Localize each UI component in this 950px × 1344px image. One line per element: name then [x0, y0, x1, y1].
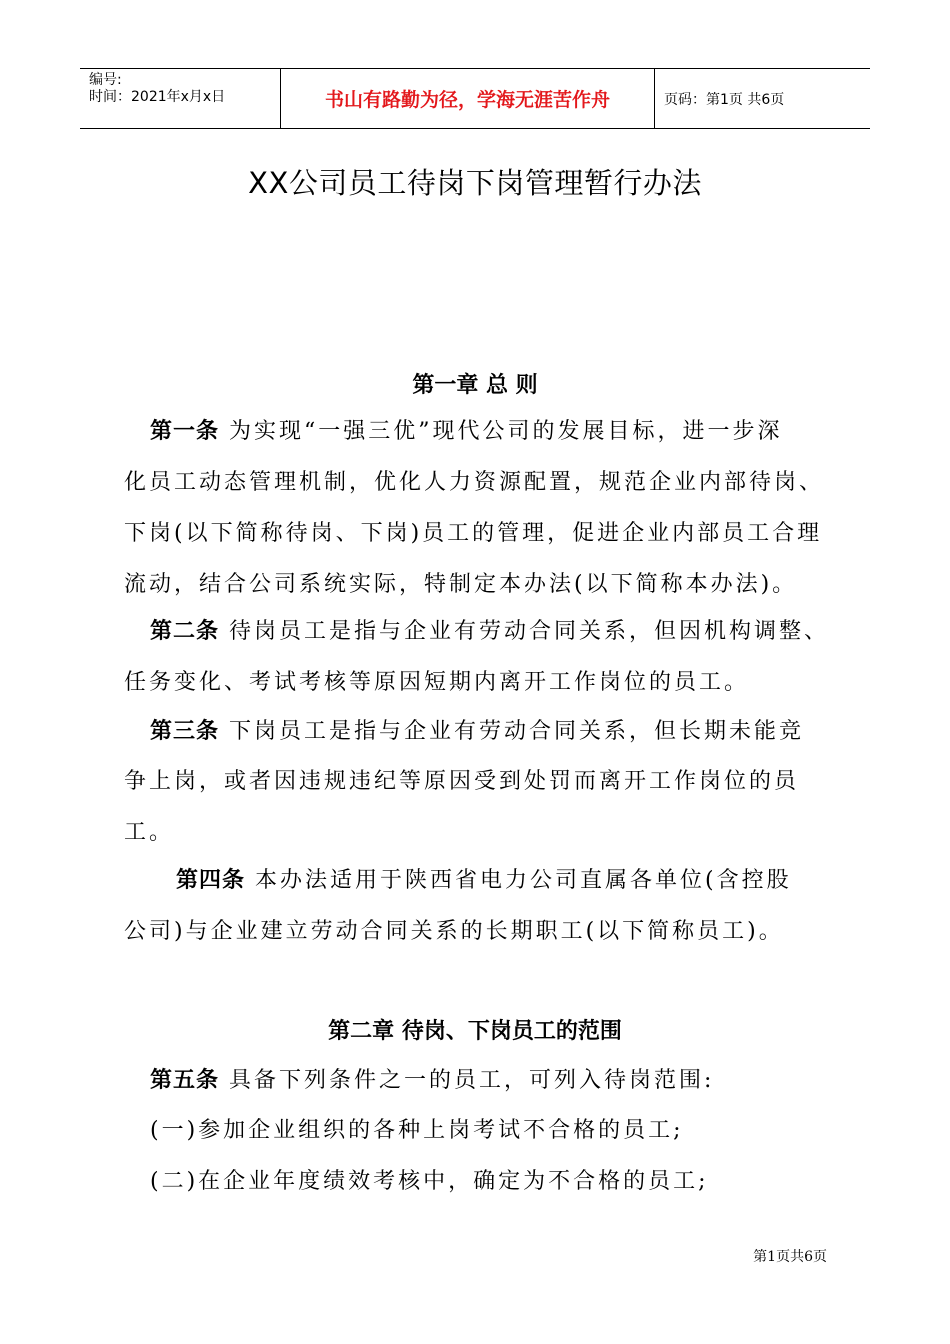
article-5-item-1: (一)参加企业组织的各种上岗考试不合格的员工;: [150, 1118, 684, 1143]
article-2-line-1: 第二条 待岗员工是指与企业有劳动合同关系，但因机构调整、: [150, 619, 830, 644]
article-1-label: 第一条: [150, 419, 220, 444]
article-4-continued: [124, 906, 844, 957]
article-5-label: 第五条: [150, 1068, 220, 1093]
article-4-line-1: 第四条 本办法适用于陕西省电力公司直属各单位(含控股: [176, 868, 792, 893]
article-1-line-2: 化员工动态管理机制，优化人力资源配置，规范企业内部待岗、: [124, 470, 825, 495]
article-1-continued: [124, 457, 844, 610]
article-1-line-1: 第一条 为实现“一强三优”现代公司的发展目标，进一步深: [150, 419, 783, 444]
header-table: [80, 68, 870, 129]
article-4-label: 第四条: [176, 868, 246, 893]
article-3-line-2: 争上岗，或者因违规违纪等原因受到处罚而离开工作岗位的员: [124, 769, 800, 794]
document-title: XX公司员工待岗下岗管理暂行办法: [248, 166, 702, 200]
header-motto: 书山有路勤为径，学海无涯苦作舟: [281, 69, 655, 128]
article-1: [150, 406, 870, 457]
article-2-line-2: 任务变化、考试考核等原因短期内离开工作岗位的员工。: [124, 670, 750, 695]
article-4-line-2: 公司)与企业建立劳动合同关系的长期职工(以下简称员工)。: [124, 919, 784, 944]
article-2-continued: [124, 657, 844, 708]
article-3-continued: [124, 756, 844, 858]
article-5-line-1: 第五条 具备下列条件之一的员工，可列入待岗范围:: [150, 1068, 715, 1093]
article-4: [176, 855, 896, 906]
document-number-label: 编号:: [89, 72, 122, 88]
article-5-item-2: (二)在企业年度绩效考核中，确定为不合格的员工;: [150, 1169, 709, 1194]
article-1-line-4: 流动，结合公司系统实际，特制定本办法(以下简称本办法)。: [124, 572, 798, 597]
chapter-1-heading: 第一章 总 则: [412, 373, 538, 398]
article-3-line-3: 工。: [124, 820, 175, 845]
document-time-label: 时间：2021年x月x日: [89, 89, 226, 105]
article-5: [150, 1055, 870, 1106]
article-3-label: 第三条: [150, 719, 220, 744]
header-page-info: 页码：第1页 共6页: [664, 91, 785, 108]
chapter-2-heading: 第二章 待岗、下岗员工的范围: [328, 1019, 622, 1044]
page-footer: 第1页共6页: [753, 1249, 827, 1265]
article-2-label: 第二条: [150, 619, 220, 644]
article-3-line-1: 第三条 下岗员工是指与企业有劳动合同关系，但长期未能竞: [150, 719, 805, 744]
article-2: [150, 606, 870, 657]
header-meta-cell: [80, 69, 281, 128]
article-1-line-3: 下岗(以下简称待岗、下岗)员工的管理，促进企业内部员工合理: [124, 521, 823, 546]
article-3: [150, 706, 870, 757]
